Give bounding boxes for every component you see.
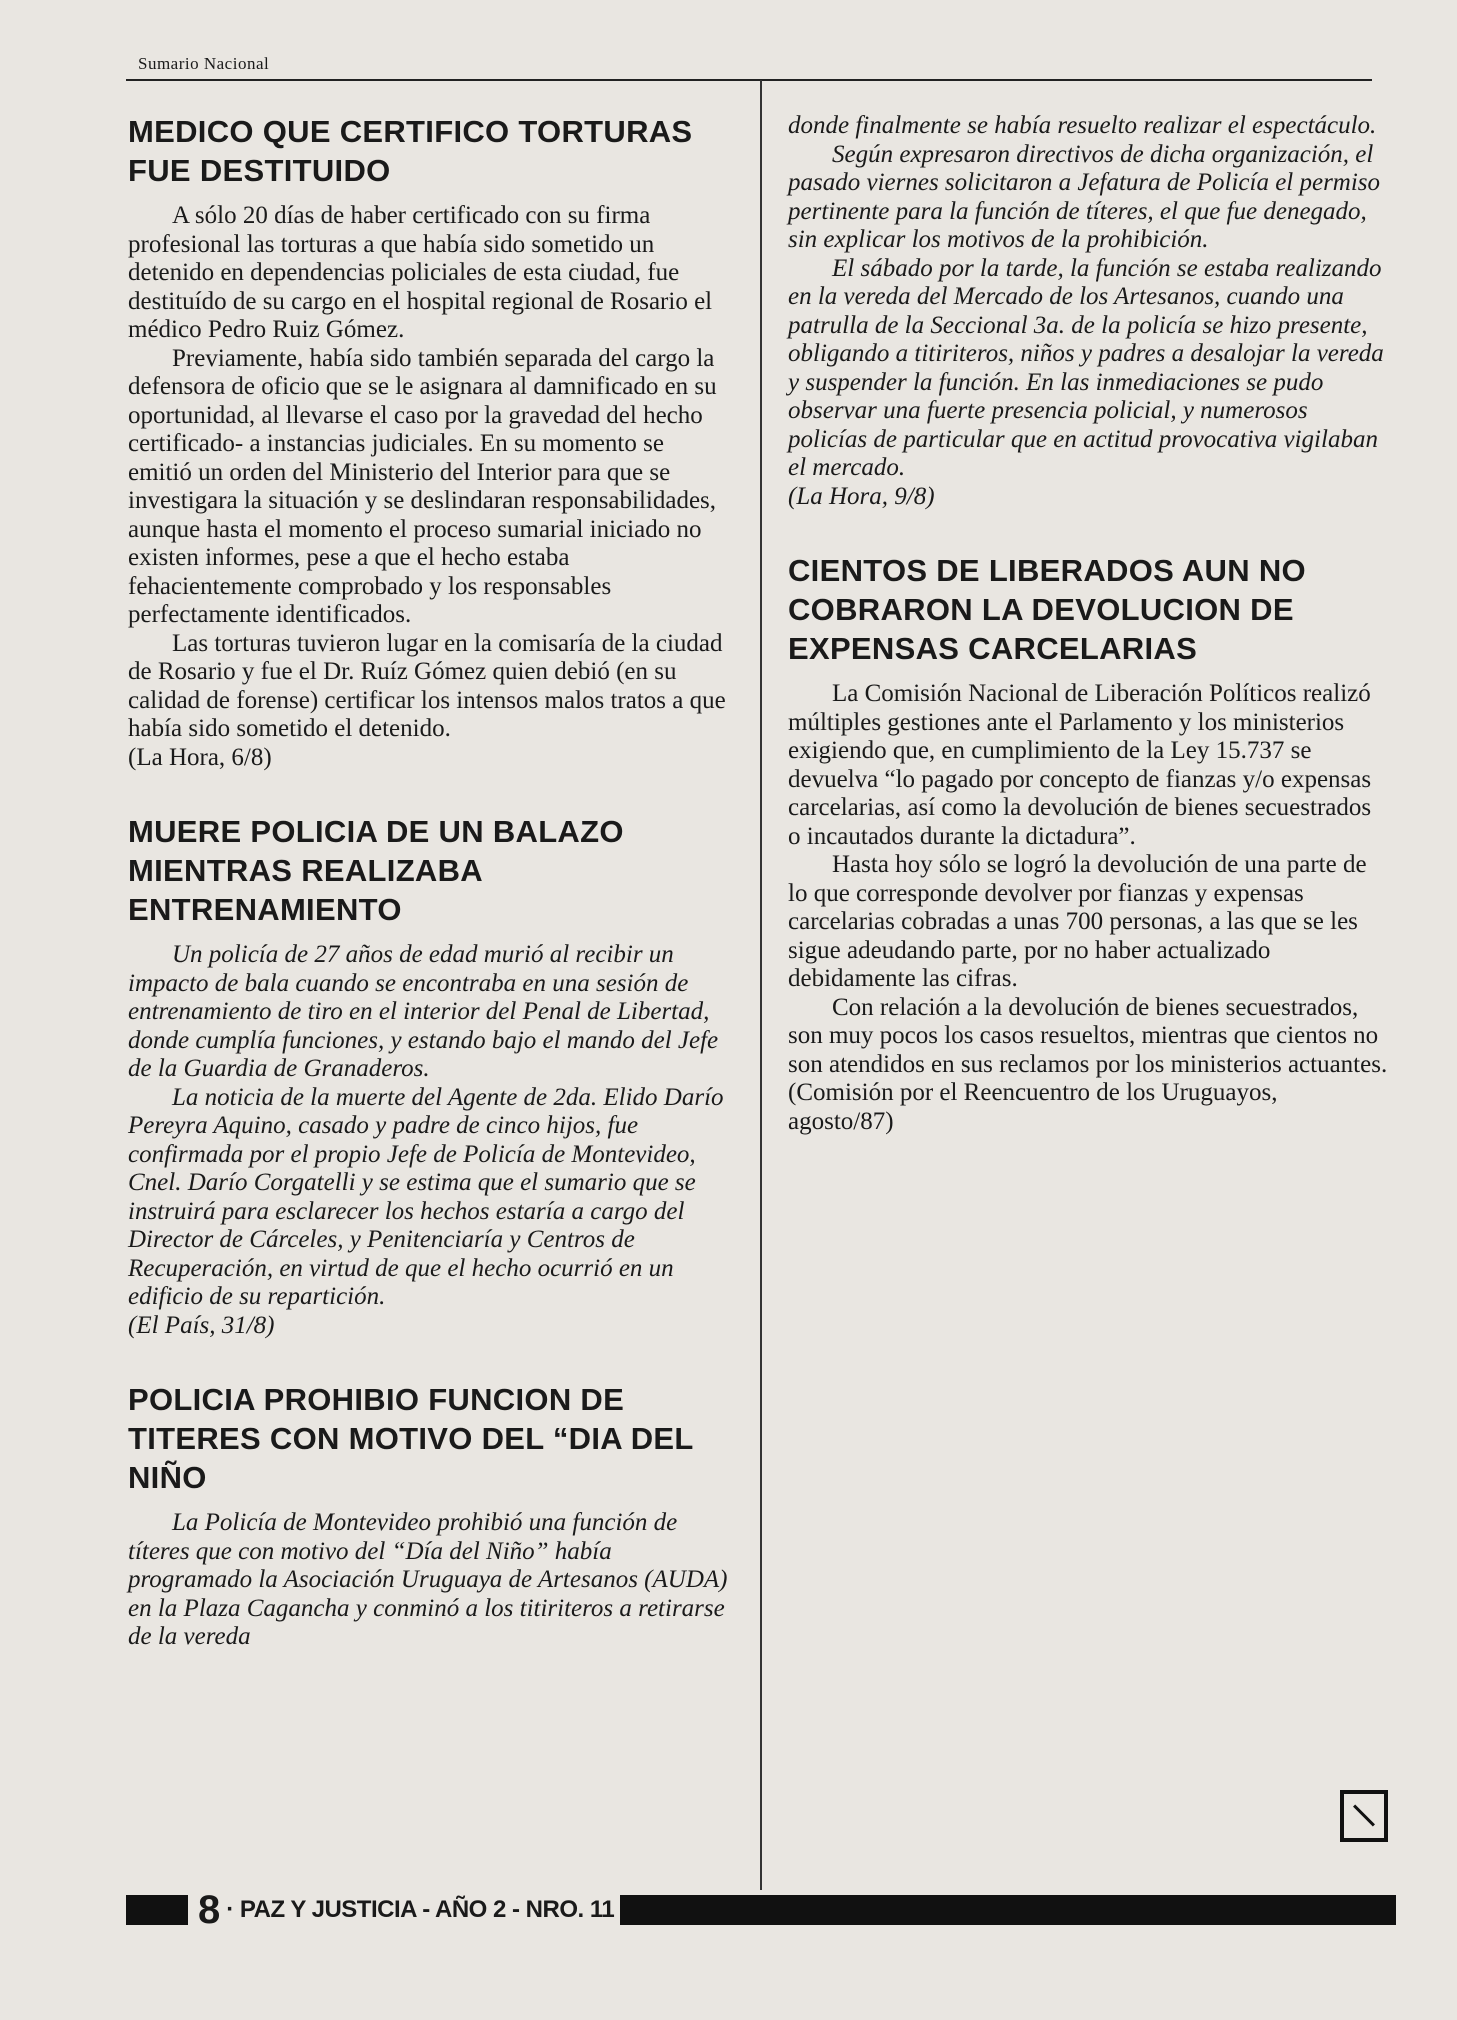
article-source: (El País, 31/8)	[128, 1311, 275, 1339]
article-source: (La Hora, 9/8)	[788, 482, 935, 510]
article-paragraph: Un policía de 27 años de edad murió al recibir un impacto de bala cuando se encontraba en una sesión de entrenamiento de tiro en el interior del Penal de Libertad, donde cumplía funciones, y estando bajo el mando del Jefe de la Guardia de Granaderos.	[128, 941, 719, 1082]
article-paragraph: Las torturas tuvieron lugar en la comisaría de la ciudad de Rosario y fue el Dr. Ruíz Gómez quien debió (en su calidad de forense) certificar los intensos malos tratos a que había sido sometido el detenido.	[128, 629, 726, 742]
article-paragraph: La noticia de la muerte del Agente de 2da. Elido Darío Pereyra Aquino, casado y padre de cinco hijos, fue confirmada por el propio Jefe de Policía de Montevideo, Cnel. Darío Corgatelli y se estima que el sumario que se instruirá para esclarecer los hechos estaría a cargo del Director de Cárceles, y Penitenciaría y Centros de Recuperación, en virtud de que el hecho ocurrió en un edificio de su repartición.	[128, 1083, 724, 1310]
footer	[126, 1888, 1396, 1932]
article-paragraph: Con relación a la devolución de bienes secuestrados, son muy pocos los casos resueltos, mientras que cientos no son atendidos en sus reclamos por los ministerios actuantes.	[788, 993, 1388, 1078]
article	[128, 112, 728, 772]
article-source: (La Hora, 6/8)	[128, 743, 272, 771]
article	[128, 812, 728, 1340]
article-paragraph: A sólo 20 días de haber certificado con su firma profesional las torturas a que había sido sometido un detenido en dependencias policiales de esta ciudad, fue destituído de su cargo en el hospital regional de Rosario el médico Pedro Ruiz Gómez.	[128, 202, 713, 343]
article-paragraph: La Comisión Nacional de Liberación Políticos realizó múltiples gestiones ante el Parlamento y los ministerios exigiendo que, en cumplimiento de la Ley 15.737 se devuelva “lo pagado por concepto de fianzas y/o expensas carcelarias, así como la devolución de bienes secuestrados o incautados durante la dictadura”.	[788, 680, 1372, 850]
article-source: (Comisión por el Reencuentro de los Uruguayos, agosto/87)	[788, 1079, 1278, 1135]
header-rule	[126, 79, 1372, 81]
page-number: 8	[198, 1888, 221, 1932]
left-column	[128, 112, 728, 1692]
article-title: MEDICO QUE CERTIFICO TORTURAS FUE DESTITUIDO	[128, 114, 693, 188]
article	[788, 551, 1388, 1136]
article-title: CIENTOS DE LIBERADOS AUN NO COBRARON LA DEVOLUCION DE EXPENSAS CARCELARIAS	[788, 553, 1306, 666]
publication-name: · PAZ Y JUSTICIA - AÑO 2 - NRO. 11	[226, 1896, 615, 1923]
end-of-article-icon	[1340, 1790, 1388, 1842]
article-paragraph: Según expresaron directivos de dicha organización, el pasado viernes solicitaron a Jefatura de Policía el permiso pertinente para la función de títeres, el que fue denegado, sin explicar los motivos de la prohibición.	[788, 140, 1381, 253]
right-column	[788, 112, 1388, 1176]
article-title: POLICIA PROHIBIO FUNCION DE TITERES CON MOTIVO DEL “DIA DEL NIÑO	[128, 1382, 694, 1495]
footer-bar-right	[620, 1895, 1396, 1925]
article-paragraph: Hasta hoy sólo se logró la devolución de una parte de lo que corresponde devolver por fianzas y expensas carcelarias cobradas a unas 700 personas, a las que se les sigue adeudando parte, por no haber actualizado debidamente las cifras.	[788, 851, 1367, 992]
article	[128, 1380, 728, 1652]
article-paragraph: Previamente, había sido también separada del cargo la defensora de oficio que se le asignara al damnificado en su oportunidad, al llevarse el caso por la gravedad del hecho certificado- a instancias judiciales. En su momento se emitió un orden del Ministerio del Interior para que se investigara la situación y se deslindaran responsabilidades, aunque hasta el momento el proceso sumarial iniciado no existen informes, pese a que el hecho estaba fehacientemente comprobado y los responsables perfectamente identificados.	[128, 344, 717, 628]
section-header: Sumario Nacional	[138, 54, 270, 73]
article-paragraph: La Policía de Montevideo prohibió una función de títeres que con motivo del “Día del Niño” había programado la Asociación Uruguaya de Artesanos (AUDA) en la Plaza Cagancha y conminó a los titiriteros a retirarse de la vereda	[128, 1509, 728, 1650]
column-divider	[760, 80, 762, 1890]
article-continuation	[788, 112, 1388, 511]
article-paragraph: donde finalmente se había resuelto realizar el espectáculo.	[788, 112, 1377, 139]
article-paragraph: El sábado por la tarde, la función se estaba realizando en la vereda del Mercado de los Artesanos, cuando una patrulla de la Seccional 3a. de la policía se hizo presente, obligando a titiriteros, niños y padres a desalojar la vereda y suspender la función. En las inmediaciones se pudo observar una fuerte presencia policial, y numerosos policías de particular que en actitud provocativa vigilaban el mercado.	[788, 254, 1384, 481]
article-title: MUERE POLICIA DE UN BALAZO MIENTRAS REALIZABA ENTRENAMIENTO	[128, 814, 624, 927]
footer-bar-left	[126, 1895, 188, 1925]
